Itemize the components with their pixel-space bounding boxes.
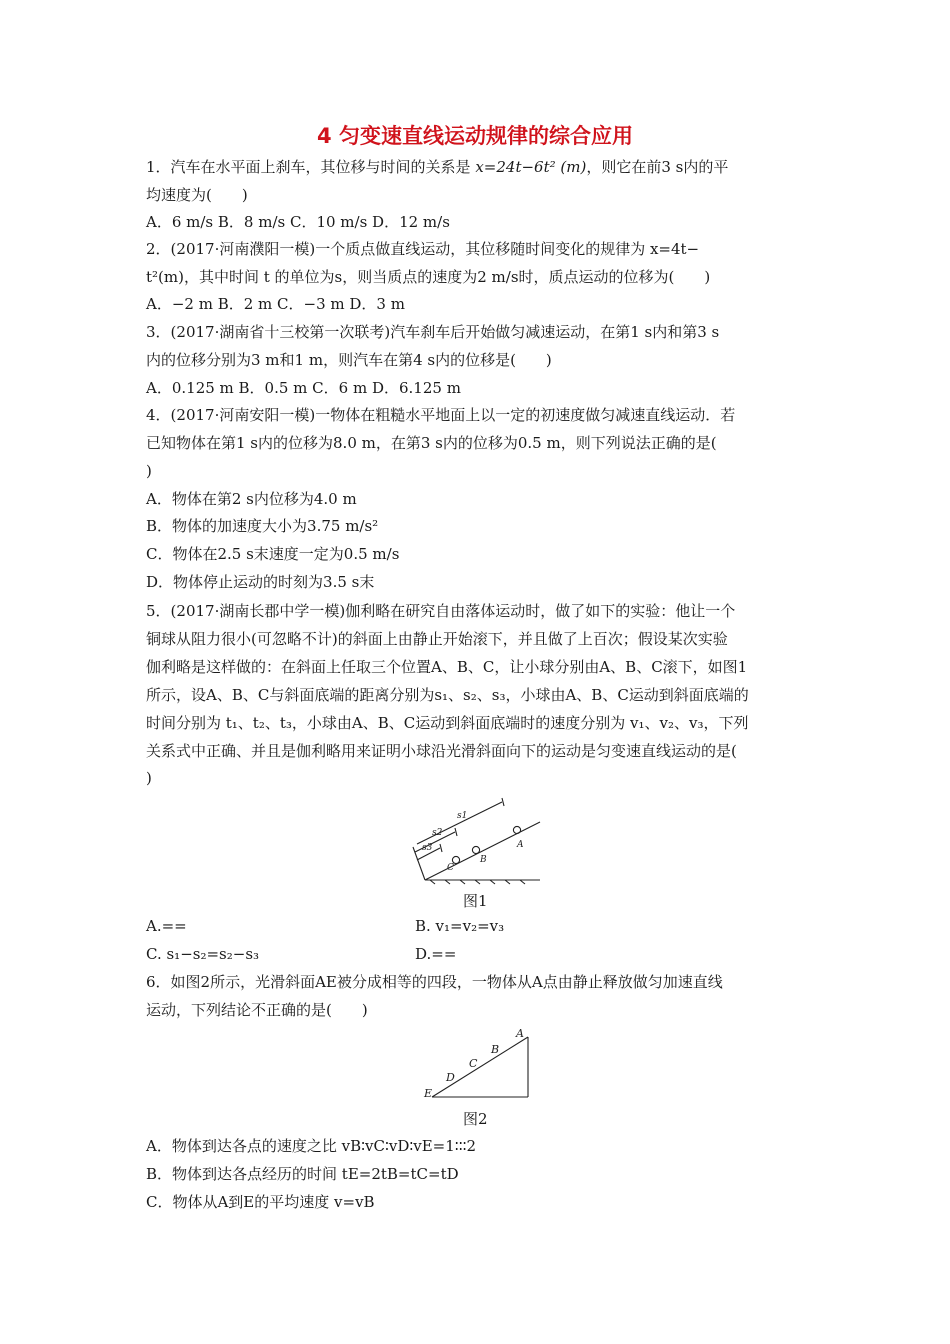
q4-option-d: D．物体停止运动的时刻为3.5 s末	[146, 573, 375, 591]
q5-option-b: B. v₁=v₂=v₃	[415, 917, 505, 935]
fig1-label-s3: s3	[422, 843, 433, 853]
q4-line-3: )	[146, 462, 152, 480]
fig1-s1-dim	[417, 802, 502, 844]
fig1-ball-a	[513, 826, 520, 833]
q1-formula: x=24t−6t² (m)	[475, 158, 587, 176]
q4-option-c: C．物体在2.5 s末速度一定为0.5 m/s	[146, 545, 400, 563]
q4-line-2: 已知物体在第1 s内的位移为8.0 m，在第3 s内的位移为0.5 m，则下列说法正确的是(	[146, 434, 717, 452]
fig1-ball-b	[472, 846, 479, 853]
q1-line-1: 1．汽车在水平面上刹车，其位移与时间的关系是 x=24t−6t² (m)，则它在前3 s内的平	[146, 158, 729, 176]
q5-line-4: 所示，设A、B、C与斜面底端的距离分别为s₁、s₂、s₃，小球由A、B、C运动到斜面底端的	[146, 686, 749, 704]
figure-1-caption: 图1	[463, 892, 488, 910]
q3-options: A．0.125 m B．0.5 m C．6 m D．6.125 m	[146, 379, 461, 397]
q2-line-2: t²(m)，其中时间 t 的单位为s，则当质点的速度为2 m/s时，质点运动的位移为( )	[146, 268, 711, 286]
q5-line-2: 铜球从阻力很小(可忽略不计)的斜面上由静止开始滚下，并且做了上百次；假设某次实验	[146, 630, 728, 648]
q4-option-b: B．物体的加速度大小为3.75 m/s²	[146, 517, 379, 535]
figure-2-caption: 图2	[463, 1110, 488, 1128]
q6-line-1: 6．如图2所示，光滑斜面AE被分成相等的四段，一物体从A点由静止释放做匀加速直线	[146, 973, 723, 991]
q3-line-2: 内的位移分别为3 m和1 m，则汽车在第4 s内的位移是( )	[146, 351, 552, 369]
q4-option-a: A．物体在第2 s内位移为4.0 m	[146, 490, 357, 508]
fig1-label-a: A	[517, 840, 524, 850]
q5-option-a: A.==	[146, 917, 187, 935]
page-title: 4 匀变速直线运动规律的综合应用	[317, 124, 633, 148]
q6-line-2: 运动，下列结论不正确的是( )	[146, 1001, 368, 1019]
fig2-label-a: A	[516, 1027, 524, 1040]
q2-options: A．−2 m B．2 m C．−3 m D．3 m	[146, 295, 405, 313]
fig2-label-e: E	[424, 1087, 433, 1100]
fig2-label-d: D	[446, 1071, 455, 1084]
q1-line-2: 均速度为( )	[146, 186, 248, 204]
figure-1-incline	[405, 790, 550, 885]
q6-option-a: A．物体到达各点的速度之比 vB∶vC∶vD∶vE=1∶∶∶2	[146, 1137, 477, 1155]
figure-2-incline	[420, 1025, 535, 1105]
fig1-label-b: B	[480, 855, 487, 865]
q5-line-5: 时间分别为 t₁、t₂、t₃，小球由A、B、C运动到斜面底端时的速度分别为 v₁、v₂、v₃，下列	[146, 714, 749, 732]
q6-option-b: B．物体到达各点经历的时间 tE=2tB=tC=tD	[146, 1165, 459, 1183]
fig1-label-c: C	[447, 863, 454, 873]
q5-line-6: 关系式中正确、并且是伽利略用来证明小球沿光滑斜面向下的运动是匀变速直线运动的是(	[146, 742, 737, 760]
q5-option-c: C. s₁−s₂=s₂−s₃	[146, 945, 260, 963]
fig2-label-b: B	[491, 1043, 500, 1056]
q5-line-7: )	[146, 769, 152, 787]
q5-line-1: 5．(2017·湖南长郡中学一模)伽利略在研究自由落体运动时，做了如下的实验：他让一个	[146, 602, 736, 620]
q6-option-c: C．物体从A到E的平均速度 v=vB	[146, 1193, 375, 1211]
q5-option-d: D.==	[415, 945, 457, 963]
q4-line-1: 4．(2017·河南安阳一模)一物体在粗糙水平地面上以一定的初速度做匀减速直线运动．若	[146, 406, 736, 424]
q1-options: A．6 m/s B．8 m/s C．10 m/s D．12 m/s	[146, 213, 450, 231]
q2-line-1: 2．(2017·河南濮阳一模)一个质点做直线运动，其位移随时间变化的规律为 x=4t−	[146, 240, 700, 258]
fig1-label-s2: s2	[432, 828, 443, 838]
q3-line-1: 3．(2017·湖南省十三校第一次联考)汽车刹车后开始做匀减速运动，在第1 s内和第3 s	[146, 323, 720, 341]
fig2-slope	[432, 1037, 528, 1097]
fig1-label-s1: s1	[457, 811, 468, 821]
q5-line-3: 伽利略是这样做的：在斜面上任取三个位置A、B、C，让小球分别由A、B、C滚下，如图1	[146, 658, 748, 676]
fig2-label-c: C	[469, 1057, 478, 1070]
